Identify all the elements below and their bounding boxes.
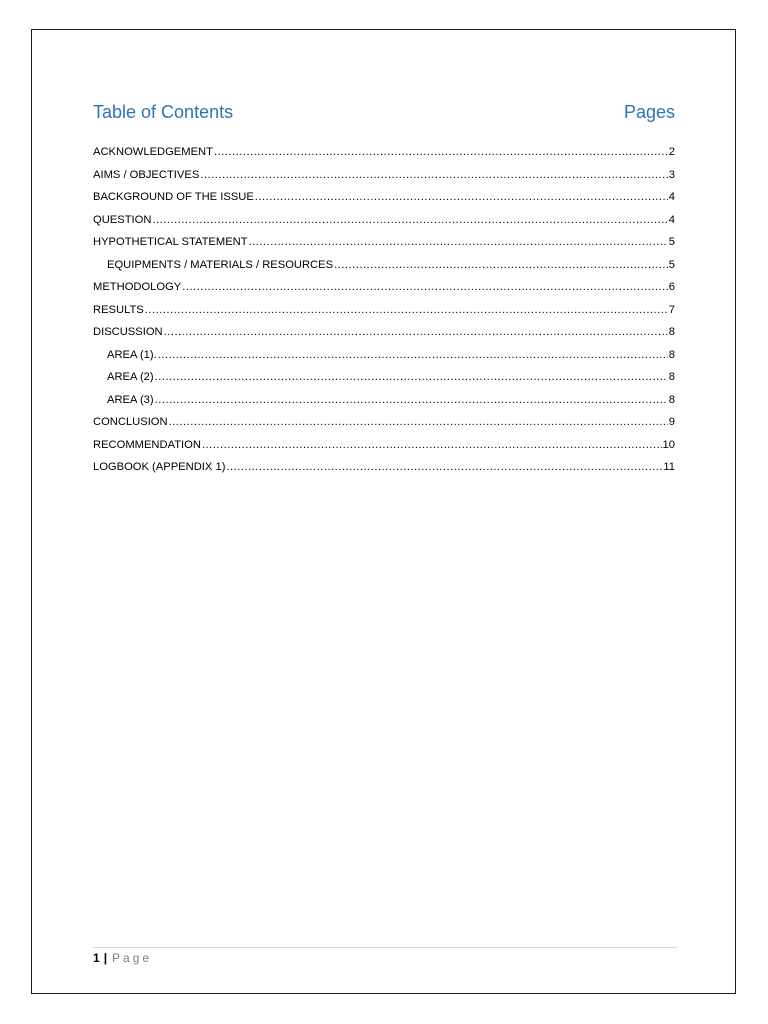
toc-dot-leader	[202, 434, 662, 457]
toc-entry[interactable]	[93, 164, 675, 187]
toc-entry-title: QUESTION	[93, 213, 152, 226]
footer-page-number: 1	[93, 951, 100, 965]
toc-entry-page: 11	[663, 461, 675, 473]
toc-dot-leader	[155, 366, 668, 389]
toc-entry-page: 8	[668, 393, 675, 406]
toc-entry-title: DISCUSSION	[93, 326, 163, 338]
toc-pages-label: Pages	[623, 102, 675, 122]
toc-entry-title: HYPOTHETICAL STATEMENT	[93, 236, 248, 248]
toc-dot-leader	[155, 389, 668, 412]
toc-dot-leader	[334, 254, 668, 277]
toc-entry[interactable]	[93, 389, 675, 412]
toc-entry[interactable]	[93, 411, 675, 434]
toc-header	[93, 102, 675, 128]
toc-entry-title: LOGBOOK (APPENDIX 1)	[93, 461, 226, 473]
toc-entry[interactable]	[93, 456, 675, 479]
toc-dot-leader	[200, 164, 667, 187]
toc-entry-page: 7	[668, 303, 675, 316]
toc-entry[interactable]	[93, 141, 675, 164]
toc-dot-leader	[255, 186, 668, 209]
toc-entry-page: 8	[668, 371, 675, 383]
toc-entry[interactable]	[93, 299, 675, 322]
toc-entry-title: AIMS / OBJECTIVES	[93, 168, 200, 181]
toc-entry[interactable]	[93, 321, 675, 344]
toc-entry[interactable]	[93, 254, 675, 277]
toc-dot-leader	[158, 344, 668, 367]
toc-entry-title: AREA (3)	[107, 393, 154, 406]
toc-entry-title: ACKNOWLEDGEMENT	[93, 146, 213, 158]
toc-entry[interactable]	[93, 366, 675, 389]
toc-dot-leader	[249, 231, 668, 254]
toc-entry[interactable]	[93, 276, 675, 299]
toc-dot-leader	[152, 209, 667, 232]
toc-entry-page: 6	[668, 281, 675, 293]
toc-dot-leader	[182, 276, 668, 299]
toc-entry-page: 10	[662, 438, 675, 451]
toc-list	[93, 141, 675, 479]
toc-entry-page: 4	[668, 213, 675, 226]
toc-entry-page: 8	[668, 348, 675, 361]
footer-separator: |	[103, 951, 108, 965]
toc-entry-page: 5	[668, 236, 675, 248]
toc-dot-leader	[145, 299, 668, 322]
toc-entry-title: AREA (2)	[107, 371, 154, 383]
toc-entry-page: 9	[668, 416, 675, 428]
toc-entry-title: EQUIPMENTS / MATERIALS / RESOURCES	[107, 258, 334, 271]
toc-entry[interactable]	[93, 434, 675, 457]
toc-entry-title: RESULTS	[93, 303, 144, 316]
toc-entry-page: 4	[668, 191, 675, 203]
page-footer	[93, 948, 152, 968]
toc-entry[interactable]	[93, 209, 675, 232]
toc-dot-leader	[226, 456, 662, 479]
toc-entry[interactable]	[93, 344, 675, 367]
toc-entry-title: RECOMMENDATION	[93, 438, 201, 451]
toc-dot-leader	[169, 411, 668, 434]
toc-entry-title: BACKGROUND OF THE ISSUE	[93, 191, 254, 203]
toc-entry-title: CONCLUSION	[93, 416, 168, 428]
toc-entry-page: 2	[668, 146, 675, 158]
toc-entry[interactable]	[93, 186, 675, 209]
footer-page-label: Page	[112, 951, 153, 965]
footer-divider	[93, 947, 677, 948]
document-page	[31, 29, 736, 994]
toc-entry[interactable]	[93, 231, 675, 254]
toc-dot-leader	[164, 321, 668, 344]
toc-entry-page: 8	[668, 326, 675, 338]
toc-entry-title: METHODOLOGY	[93, 281, 182, 293]
toc-title: Table of Contents	[93, 102, 234, 122]
toc-entry-title: AREA (1).	[107, 348, 157, 361]
toc-entry-page: 5	[668, 258, 675, 271]
toc-entry-page: 3	[668, 168, 675, 181]
toc-dot-leader	[214, 141, 668, 164]
